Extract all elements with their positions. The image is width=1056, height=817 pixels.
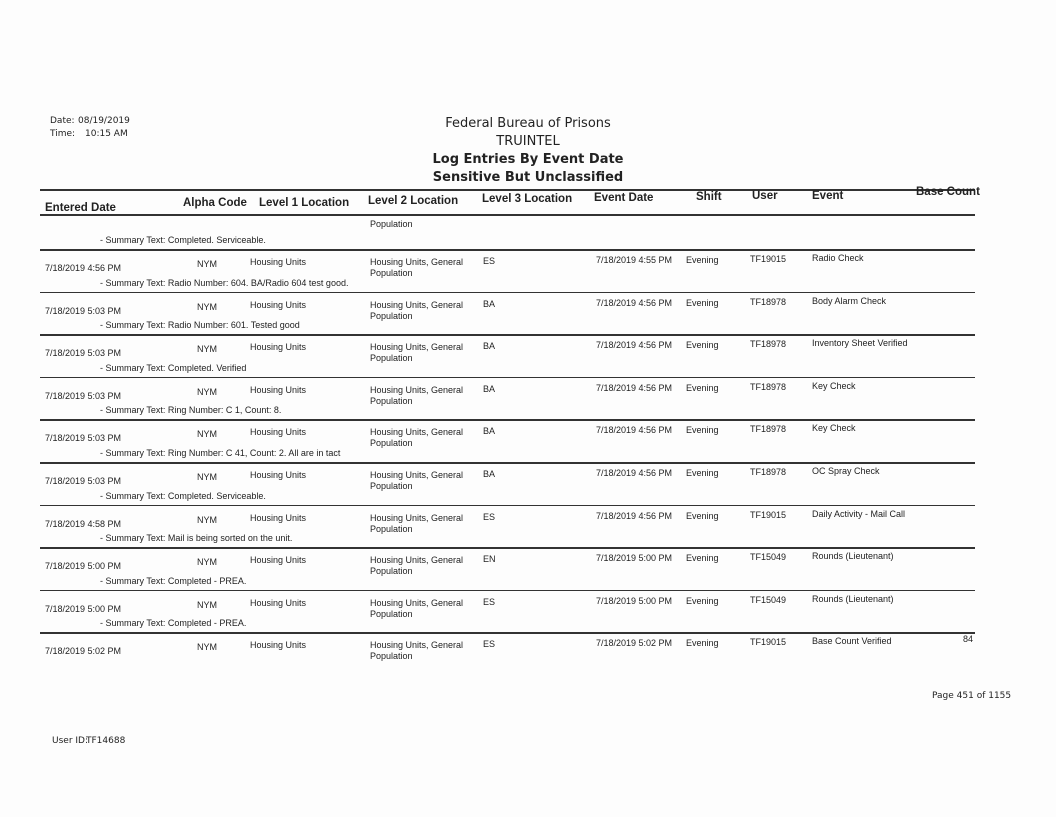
- cell-l2b: Population: [370, 310, 413, 321]
- cell-alpha: NYM: [197, 259, 217, 269]
- cell-event: Base Count Verified: [812, 636, 892, 647]
- cell-user: TF19015: [750, 509, 787, 520]
- col-entered-date: Entered Date: [45, 202, 116, 214]
- cell-entered: 7/18/2019 5:00 PM: [45, 603, 122, 614]
- col-level1: Level 1 Location: [259, 197, 350, 209]
- col-event-date: Event Date: [594, 192, 654, 204]
- cell-l3: ES: [483, 596, 496, 607]
- cell-l3: EN: [483, 554, 496, 565]
- cell-l2a: Housing Units, General: [370, 597, 464, 608]
- cell-l1: Housing Units: [250, 384, 307, 395]
- cell-l1: Housing Units: [250, 427, 307, 438]
- cell-user: TF15049: [750, 552, 787, 563]
- cell-event: Inventory Sheet Verified: [812, 338, 908, 349]
- report-org: Federal Bureau of Prisons: [445, 116, 611, 131]
- user-id-label: User ID:: [52, 736, 88, 746]
- summary-text: - Summary Text: Radio Number: 604. BA/Radio 604 test good.: [100, 277, 349, 288]
- cell-l2a: Housing Units, General: [370, 299, 464, 310]
- cell-event: Daily Activity - Mail Call: [812, 508, 906, 519]
- cell-user: TF18978: [750, 381, 787, 392]
- cell-alpha: NYM: [197, 344, 217, 355]
- cell-l2a: Housing Units, General: [370, 342, 464, 353]
- cell-event: Key Check: [812, 380, 856, 391]
- cell-alpha: NYM: [197, 301, 217, 312]
- table-row: [0, 594, 1056, 636]
- row-rule: [40, 505, 975, 507]
- cell-l3: BA: [483, 383, 496, 394]
- cell-l1: Housing Units: [250, 342, 307, 353]
- cell-event-date: 7/18/2019 4:56 PM: [596, 382, 673, 393]
- report-classification: Sensitive But Unclassified: [432, 170, 624, 185]
- cell-l2b: Population: [370, 651, 413, 662]
- cell-l1: Housing Units: [250, 299, 307, 310]
- cell-l2b: Population: [370, 268, 413, 278]
- time-value: 10:15 AM: [85, 129, 128, 139]
- cell-l1: Housing Units: [250, 640, 307, 651]
- summary-text: - Summary Text: Ring Number: C 41, Count: 2. All are in tact: [100, 448, 341, 458]
- col-event: Event: [812, 190, 844, 202]
- summary-text: - Summary Text: Mail is being sorted on the unit.: [100, 533, 293, 544]
- cell-l3: BA: [483, 469, 496, 479]
- cell-l2a: Housing Units, General: [370, 470, 464, 480]
- report-title: Log Entries By Event Date: [432, 152, 624, 167]
- summary-text: - Summary Text: Radio Number: 601. Tested good: [100, 320, 300, 331]
- col-base-count: Base Count: [916, 186, 980, 198]
- cell-l1: Housing Units: [250, 512, 307, 523]
- cell-alpha: NYM: [197, 557, 217, 568]
- cell-user: TF18978: [750, 296, 787, 307]
- row-rule: [40, 249, 975, 251]
- col-level2: Level 2 Location: [368, 195, 459, 207]
- cell-shift: Evening: [686, 510, 719, 521]
- summary-text: - Summary Text: Completed. Serviceable.: [100, 235, 266, 245]
- table-row: [0, 338, 1056, 380]
- row-rule: [40, 334, 975, 336]
- cell-alpha: NYM: [197, 642, 217, 653]
- cell-alpha: NYM: [197, 514, 217, 525]
- table-row: [0, 381, 1056, 423]
- row-rule: [40, 632, 975, 634]
- cell-event: OC Spray Check: [812, 466, 880, 476]
- date-label: Date:: [50, 116, 75, 126]
- cell-alpha: NYM: [197, 429, 217, 440]
- cell-event-date: 7/18/2019 4:56 PM: [596, 297, 673, 308]
- cell-user: TF18978: [750, 339, 787, 350]
- cell-event-date: 7/18/2019 4:56 PM: [596, 510, 673, 521]
- cell-shift: Evening: [686, 425, 719, 436]
- cell-shift: Evening: [686, 468, 719, 478]
- cell-l2b: Population: [370, 608, 413, 619]
- cell-alpha: NYM: [197, 472, 217, 482]
- table-row: [0, 466, 1056, 508]
- cell-event-date: 7/18/2019 4:56 PM: [596, 340, 673, 351]
- col-user: User: [752, 190, 778, 202]
- cell-user: TF18978: [750, 424, 787, 435]
- summary-text: - Summary Text: Completed - PREA.: [100, 575, 247, 586]
- cell-event: Body Alarm Check: [812, 295, 887, 306]
- col-level3: Level 3 Location: [482, 193, 573, 205]
- header-bottom-rule: [40, 214, 975, 216]
- cell-shift: Evening: [686, 297, 719, 308]
- cell-shift: Evening: [686, 638, 719, 649]
- row-rule: [40, 590, 975, 592]
- row-rule: [40, 292, 975, 294]
- cell-event: Rounds (Lieutenant): [812, 593, 894, 604]
- cell-l2a: Housing Units, General: [370, 512, 464, 523]
- cell-l2b: Population: [370, 566, 413, 577]
- cell-user: TF19015: [750, 254, 787, 264]
- cell-user: TF18978: [750, 467, 787, 477]
- cell-l3: BA: [483, 298, 496, 309]
- row-rule: [40, 547, 975, 549]
- cell-entered: 7/18/2019 5:03 PM: [45, 476, 122, 486]
- summary-text: - Summary Text: Completed. Serviceable.: [100, 490, 266, 501]
- cell-l3: ES: [483, 639, 496, 650]
- cell-shift: Evening: [686, 595, 719, 606]
- cell-entered: 7/18/2019 4:56 PM: [45, 263, 122, 273]
- col-shift: Shift: [696, 191, 722, 203]
- page-number: Page 451 of 1155: [932, 691, 1012, 701]
- cell-user: TF19015: [750, 637, 787, 648]
- cell-l3: ES: [483, 511, 496, 522]
- cell-event-date: 7/18/2019 4:55 PM: [596, 255, 673, 265]
- cell-entered: 7/18/2019 4:58 PM: [45, 518, 122, 529]
- time-label: Time:: [50, 129, 76, 139]
- cell-l2a: Housing Units, General: [370, 257, 464, 267]
- cell-entered: 7/18/2019 5:00 PM: [45, 561, 122, 572]
- cell-entered: 7/18/2019 5:03 PM: [45, 348, 122, 359]
- cell-l2b: Population: [370, 395, 413, 406]
- summary-text: - Summary Text: Ring Number: C 1, Count: 8.: [100, 405, 282, 416]
- cell-entered: 7/18/2019 5:03 PM: [45, 390, 122, 401]
- cell-event-date: 7/18/2019 5:00 PM: [596, 553, 673, 564]
- cell-l2a: Housing Units, General: [370, 640, 464, 651]
- cell-event: Rounds (Lieutenant): [812, 551, 894, 562]
- cell-alpha: NYM: [197, 386, 217, 397]
- cell-shift: Evening: [686, 382, 719, 393]
- cell-shift: Evening: [686, 340, 719, 351]
- table-row: [0, 551, 1056, 593]
- date-value: 08/19/2019: [78, 116, 130, 126]
- table-row: [0, 636, 1056, 678]
- cell-event-date: 7/18/2019 5:02 PM: [596, 638, 673, 649]
- cell-l1: Housing Units: [250, 470, 307, 480]
- cell-shift: Evening: [686, 255, 719, 265]
- cell-l2a: Housing Units, General: [370, 427, 464, 438]
- cell-l2b: Population: [370, 438, 413, 449]
- summary-text: - Summary Text: Completed - PREA.: [100, 618, 247, 629]
- cell-event-date: 7/18/2019 4:56 PM: [596, 425, 673, 436]
- cell-l1: Housing Units: [250, 597, 307, 608]
- cell-entered: 7/18/2019 5:03 PM: [45, 305, 122, 316]
- cell-alpha: NYM: [197, 599, 217, 610]
- cell-l2b: Population: [370, 481, 413, 491]
- cell-event: Radio Check: [812, 253, 864, 263]
- report-system: TRUINTEL: [496, 134, 560, 149]
- cell-entered: 7/18/2019 5:03 PM: [45, 433, 122, 444]
- cell-l2a: Housing Units, General: [370, 384, 464, 395]
- user-id-value: TF14688: [86, 736, 126, 746]
- cell-entered: 7/18/2019 5:02 PM: [45, 646, 122, 657]
- table-row: [0, 423, 1056, 465]
- table-row: [0, 509, 1056, 551]
- cell-l1: Housing Units: [250, 555, 307, 566]
- row-rule: [40, 462, 975, 464]
- carryover-text: Population: [370, 219, 413, 229]
- cell-l2a: Housing Units, General: [370, 555, 464, 566]
- cell-l3: ES: [483, 256, 496, 266]
- cell-l2b: Population: [370, 353, 413, 364]
- cell-event: Key Check: [812, 423, 856, 434]
- row-rule: [40, 377, 975, 379]
- summary-text: - Summary Text: Completed. Verified: [100, 362, 247, 373]
- col-alpha-code: Alpha Code: [183, 197, 247, 209]
- table-row: [0, 296, 1056, 338]
- cell-l2b: Population: [370, 523, 413, 534]
- cell-event-date: 7/18/2019 5:00 PM: [596, 595, 673, 606]
- cell-user: TF15049: [750, 594, 787, 605]
- cell-count: 84: [963, 634, 974, 645]
- cell-l3: BA: [483, 426, 496, 437]
- cell-shift: Evening: [686, 553, 719, 564]
- table-row: [0, 253, 1056, 295]
- cell-l3: BA: [483, 341, 496, 352]
- row-rule: [40, 419, 975, 421]
- cell-l1: Housing Units: [250, 257, 307, 267]
- cell-event-date: 7/18/2019 4:56 PM: [596, 468, 673, 478]
